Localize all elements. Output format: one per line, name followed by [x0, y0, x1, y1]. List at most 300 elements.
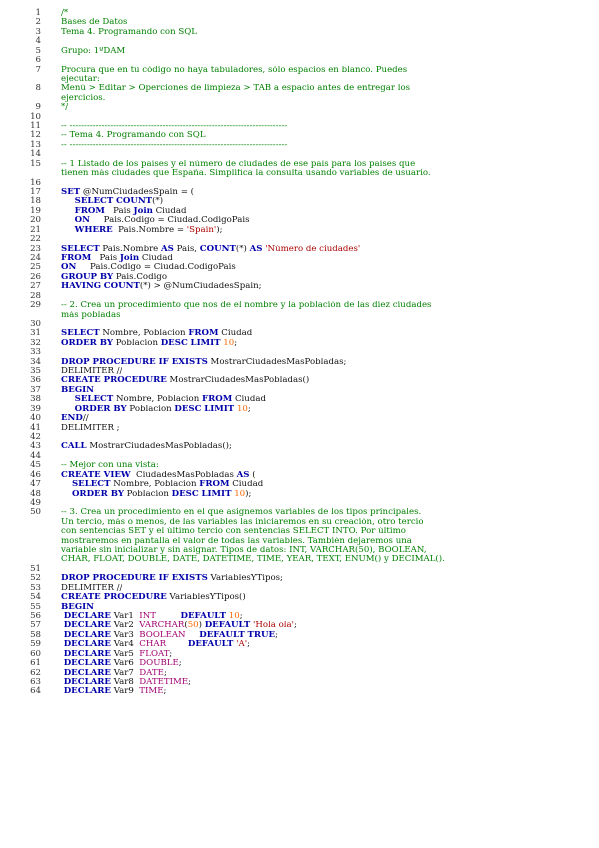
code-token: COUNT: [103, 282, 140, 292]
code-token: Join: [119, 253, 140, 263]
code-line: [0, 150, 599, 159]
code-token: DATETIME: [139, 677, 189, 687]
line-number: 19: [30, 205, 41, 216]
code-line: [0, 433, 599, 442]
code-line: [0, 631, 599, 640]
line-number: 26: [30, 271, 41, 282]
code-token: SELECT: [61, 329, 100, 339]
code-text: [41, 263, 236, 272]
code-line: [0, 169, 599, 178]
code-token: Var9: [110, 687, 140, 697]
code-line: [0, 235, 599, 244]
code-token: AS: [236, 470, 250, 480]
line-number: [0, 537, 41, 546]
code-text: [41, 282, 262, 291]
code-token: DEFAULT: [180, 612, 227, 621]
code-text: [41, 28, 197, 37]
code-text: [41, 593, 246, 602]
code-text: [41, 367, 122, 376]
code-text: [41, 508, 421, 517]
code-token: ORDER BY: [71, 489, 124, 499]
code-token: SELECT: [61, 244, 100, 254]
code-text: [41, 424, 120, 433]
code-token: Un tercio, más o menos, de las variables las iniciaremos en su creación, otro tercio: [61, 517, 424, 527]
code-text: [41, 452, 61, 461]
code-line: [0, 207, 599, 216]
code-token: ON: [61, 263, 77, 273]
code-line: [0, 28, 599, 37]
code-text: [41, 499, 61, 508]
code-line: [0, 329, 599, 338]
code-token: Ciudad: [232, 395, 266, 405]
code-token: [61, 490, 72, 499]
code-token: CALL: [61, 442, 87, 452]
code-line: [0, 216, 599, 225]
code-token: mostraremos en pantalla el valor de todas las variables. También dejaremos una: [61, 536, 412, 546]
code-line: [0, 376, 599, 385]
code-token: Pais.Nombre: [99, 244, 162, 254]
line-number: 61: [30, 658, 41, 669]
code-token: Pais: [104, 206, 134, 216]
code-line: [0, 320, 599, 329]
code-line: [0, 311, 599, 320]
code-line: [0, 18, 599, 27]
code-text: [41, 131, 206, 140]
line-number: 35: [30, 366, 41, 377]
code-line: [0, 47, 599, 56]
code-token: Pais.Codigo = Ciudad.CodigoPais: [76, 263, 236, 273]
code-token: -- ---------------------------------------------------------------------------: [61, 122, 288, 132]
code-token: LIMIT: [190, 338, 221, 348]
code-token: SELECT: [71, 480, 111, 490]
code-line: [0, 565, 599, 574]
code-token: COUNT: [116, 197, 153, 207]
code-token: 10: [228, 612, 240, 621]
line-number: 43: [30, 441, 41, 452]
code-line: [0, 84, 599, 93]
code-text: [41, 376, 309, 385]
code-text: [41, 395, 266, 404]
code-line: [0, 301, 599, 310]
code-token: GROUP BY: [61, 272, 114, 282]
code-text: [41, 339, 237, 348]
code-token: Pais.Nombre =: [112, 225, 187, 235]
line-number: 33: [30, 347, 41, 358]
code-token: Nombre, Poblacion: [113, 395, 202, 405]
code-token: Pais,: [173, 244, 200, 254]
code-token: MostrarCiudadesMasPobladas();: [86, 442, 232, 452]
code-line: [0, 687, 599, 696]
code-line: [0, 414, 599, 423]
code-token: TRUE: [247, 630, 276, 640]
code-token: Poblacion: [113, 338, 161, 348]
code-text: [41, 518, 424, 527]
code-token: Ciudad: [152, 206, 187, 216]
line-number: 22: [30, 234, 41, 245]
code-token: DECLARE: [63, 659, 111, 669]
code-text: [41, 169, 431, 178]
code-line: [0, 292, 599, 301]
code-line: [0, 669, 599, 678]
code-text: [41, 47, 125, 56]
code-token: DELIMITER //: [61, 367, 123, 377]
line-number: 14: [30, 149, 41, 160]
code-text: [41, 461, 159, 470]
code-token: 10: [236, 404, 248, 414]
code-token: Bases de Datos: [61, 18, 128, 28]
code-token: [61, 226, 75, 235]
code-token: AS: [161, 244, 174, 254]
code-text: [41, 678, 191, 687]
code-text: [41, 490, 251, 499]
code-token: INT: [139, 612, 156, 621]
line-number: 7: [35, 64, 41, 75]
line-number: 4: [35, 36, 41, 47]
code-token: ;: [178, 659, 182, 669]
code-line: [0, 103, 599, 112]
code-token: [166, 640, 188, 649]
code-text: [41, 9, 68, 18]
line-number: 37: [30, 384, 41, 395]
line-number: 62: [30, 667, 41, 678]
code-text: [41, 226, 223, 235]
code-token: 10: [234, 489, 246, 499]
code-token: VARCHAR: [139, 621, 185, 631]
code-token: ORDER BY: [74, 404, 127, 414]
code-text: [41, 113, 61, 122]
code-line: [0, 499, 599, 508]
line-number: 52: [30, 573, 41, 584]
code-line: [0, 122, 599, 131]
code-token: 'Hola ola': [252, 621, 295, 631]
code-line: [0, 245, 599, 254]
line-number: 29: [30, 300, 41, 311]
code-token: Var5: [110, 649, 140, 659]
code-line: [0, 471, 599, 480]
code-line: [0, 141, 599, 150]
code-token: DROP PROCEDURE IF EXISTS: [61, 357, 208, 367]
code-text: [41, 471, 256, 480]
code-line: [0, 678, 599, 687]
code-text: [41, 405, 251, 414]
line-number: 46: [30, 469, 41, 480]
code-token: Pais: [91, 253, 120, 263]
code-token: ;: [239, 612, 243, 621]
code-token: [61, 480, 72, 489]
line-number: 21: [30, 224, 41, 235]
code-line: [0, 518, 599, 527]
code-token: DESC: [160, 338, 188, 348]
code-token: Var4: [110, 640, 140, 650]
code-text: [41, 150, 61, 159]
line-number: 60: [30, 648, 41, 659]
code-text: [41, 640, 250, 649]
code-token: Var6: [110, 659, 140, 669]
code-line: [0, 452, 599, 461]
code-token: DECLARE: [63, 677, 111, 687]
code-line: [0, 650, 599, 659]
code-token: (*): [235, 244, 250, 254]
code-text: [41, 207, 187, 216]
code-text: [41, 669, 167, 678]
code-token: Procura que en tu código no haya tabuladores, sólo espacios en blanco. Puedes: [61, 65, 408, 75]
line-number: 48: [30, 488, 41, 499]
code-token: BEGIN: [61, 602, 95, 612]
code-token: (*): [152, 197, 164, 207]
code-token: BEGIN: [61, 385, 95, 395]
code-line: [0, 367, 599, 376]
code-text: [41, 348, 61, 357]
code-text: [41, 584, 122, 593]
code-token: */: [61, 103, 69, 113]
line-number: 28: [30, 290, 41, 301]
code-line: [0, 603, 599, 612]
line-number: 64: [30, 686, 41, 697]
line-number: 41: [30, 422, 41, 433]
code-token: ;: [163, 687, 167, 697]
line-number: 10: [30, 111, 41, 122]
code-line: [0, 254, 599, 263]
code-text: [41, 442, 232, 451]
code-token: HAVING: [61, 282, 102, 292]
code-token: BOOLEAN: [139, 630, 186, 640]
code-token: tienen más ciudades que España. Simplifica la consulta usando variables de usuario.: [61, 169, 431, 179]
code-token: Var8: [110, 677, 140, 687]
line-number: 15: [30, 158, 41, 169]
code-editor[interactable]: [0, 9, 599, 697]
code-text: [41, 631, 278, 640]
code-token: [186, 631, 200, 640]
code-token: ;: [163, 668, 167, 678]
code-text: [41, 659, 182, 668]
line-number: 57: [30, 620, 41, 631]
line-number: 20: [30, 215, 41, 226]
code-token: /*: [61, 9, 69, 18]
code-line: [0, 593, 599, 602]
line-number: 34: [30, 356, 41, 367]
code-line: [0, 226, 599, 235]
code-line: [0, 490, 599, 499]
code-token: FROM: [61, 253, 92, 263]
code-text: [41, 197, 163, 206]
code-token: END: [61, 414, 83, 424]
code-line: [0, 66, 599, 75]
code-token: 'Número de ciudades': [265, 244, 361, 254]
code-token: [156, 612, 181, 621]
code-line: [0, 348, 599, 357]
code-token: 'Spain': [186, 225, 217, 235]
line-number: 36: [30, 375, 41, 386]
code-text: [41, 179, 61, 188]
code-text: [41, 84, 410, 93]
code-token: FROM: [188, 329, 219, 339]
code-token: Var2: [110, 621, 140, 631]
code-token: Ciudad: [139, 253, 173, 263]
code-token: Var1: [110, 612, 140, 621]
code-text: [41, 103, 68, 112]
code-text: [41, 650, 172, 659]
code-token: VariablesYTipos(): [166, 593, 246, 603]
code-token: [61, 216, 75, 225]
code-token: DECLARE: [63, 649, 111, 659]
code-token: ON: [74, 216, 91, 226]
code-line: [0, 263, 599, 272]
code-token: (: [249, 470, 256, 480]
line-number: [0, 518, 41, 527]
code-token: Tema 4. Programando con SQL: [61, 27, 197, 37]
code-token: FROM: [199, 480, 230, 490]
code-token: );: [216, 225, 223, 235]
code-text: [41, 612, 243, 621]
code-line: [0, 94, 599, 103]
line-number: 11: [30, 121, 41, 132]
line-number: 56: [30, 611, 41, 621]
code-token: Join: [133, 206, 153, 216]
code-text: [41, 254, 173, 263]
code-token: CiudadesMasPobladas: [130, 470, 237, 480]
code-text: [41, 358, 346, 367]
line-number: 54: [30, 592, 41, 603]
line-number: 12: [30, 130, 41, 141]
code-text: [41, 320, 61, 329]
code-text: [41, 94, 105, 103]
code-text: [41, 216, 250, 225]
code-token: AS: [249, 244, 263, 254]
code-token: [61, 395, 75, 404]
line-number: 55: [30, 601, 41, 612]
code-line: [0, 358, 599, 367]
code-token: -- 2. Crea un procedimiento que nos de el nombre y la población de las diez ciudades: [61, 301, 432, 311]
code-token: DEFAULT: [187, 640, 234, 650]
line-number: 13: [30, 139, 41, 150]
code-token: DECLARE: [63, 621, 111, 631]
code-text: [41, 386, 94, 395]
code-token: LIMIT: [204, 404, 235, 414]
code-token: Pais.Codigo = Ciudad.CodigoPais: [90, 216, 250, 226]
code-line: [0, 546, 599, 555]
code-token: (*) > @NumCiudadesSpain;: [139, 282, 262, 292]
code-line: [0, 37, 599, 46]
code-line: [0, 574, 599, 583]
code-token: MostrarCiudadesMasPobladas(): [166, 376, 310, 386]
code-line: [0, 75, 599, 84]
line-number: 24: [30, 252, 41, 263]
code-token: -- Tema 4. Programando con SQL: [61, 131, 206, 141]
line-number: 18: [30, 196, 41, 207]
code-text: [41, 311, 121, 320]
code-token: -- 3. Crea un procedimiento en el que asignemos variables de los tipos principales.: [61, 508, 422, 518]
code-line: [0, 537, 599, 546]
code-line: [0, 442, 599, 451]
code-text: [41, 66, 407, 75]
code-text: [41, 480, 263, 489]
code-token: ): [198, 621, 205, 631]
code-token: FROM: [74, 206, 105, 216]
code-line: [0, 197, 599, 206]
line-number: 59: [30, 639, 41, 650]
line-number: 9: [35, 102, 41, 113]
code-token: @NumCiudadesSpain = (: [80, 188, 194, 198]
code-token: DATE: [139, 668, 164, 678]
code-token: [61, 197, 75, 206]
code-token: DEFAULT: [199, 630, 245, 640]
line-number: 16: [30, 177, 41, 188]
code-token: Poblacion: [126, 404, 175, 414]
code-token: CHAR: [139, 640, 167, 650]
line-number: 47: [30, 479, 41, 490]
code-token: Ciudad: [229, 480, 264, 490]
code-text: [41, 160, 415, 169]
code-token: variable sin inicializar y sin asignar. Tipos de datos: INT, VARCHAR(50), BOOLEAN,: [61, 546, 427, 556]
code-token: ;: [247, 404, 251, 414]
code-text: [41, 574, 283, 583]
code-line: [0, 461, 599, 470]
line-number: 8: [35, 83, 41, 94]
code-token: DEFAULT: [204, 621, 251, 631]
code-token: Grupo: 1ºDAM: [61, 46, 126, 56]
code-token: SELECT: [74, 395, 114, 405]
line-number: 53: [30, 582, 41, 593]
code-token: FROM: [201, 395, 233, 405]
code-token: DECLARE: [63, 630, 111, 640]
code-line: [0, 659, 599, 668]
code-line: [0, 508, 599, 517]
code-token: DECLARE: [63, 687, 111, 697]
line-number: 39: [30, 403, 41, 414]
code-token: con sentencias SET y el último tercio con sentencias SELECT INTO. Por último: [61, 527, 406, 537]
code-token: LIMIT: [201, 489, 232, 499]
code-token: DESC: [174, 404, 202, 414]
line-number: 3: [35, 26, 41, 37]
code-token: CHAR, FLOAT, DOUBLE, DATE, DATETIME, TIME, YEAR, TEXT, ENUM() y DECIMAL().: [61, 555, 445, 565]
code-line: [0, 386, 599, 395]
line-number: [0, 94, 41, 103]
code-text: [41, 603, 94, 612]
line-number: 49: [30, 497, 41, 508]
code-line: [0, 621, 599, 630]
code-text: [41, 329, 252, 338]
code-token: DECLARE: [63, 612, 111, 621]
line-number: 6: [35, 55, 41, 66]
line-number: 25: [30, 262, 41, 273]
code-token: );: [245, 489, 252, 499]
code-line: [0, 395, 599, 404]
code-token: VariablesYTipos;: [207, 574, 283, 584]
code-text: [41, 18, 127, 27]
code-text: [41, 414, 89, 423]
code-text: [41, 546, 427, 555]
code-token: //: [82, 414, 89, 424]
code-text: [41, 188, 194, 197]
line-number: 27: [30, 281, 41, 292]
code-token: Var7: [110, 668, 140, 678]
code-token: [61, 405, 75, 414]
code-line: [0, 584, 599, 593]
line-number: 5: [35, 45, 41, 56]
code-token: CREATE PROCEDURE: [61, 593, 167, 603]
code-line: [0, 527, 599, 536]
code-token: Nombre, Poblacion: [110, 480, 200, 490]
code-line: [0, 131, 599, 140]
code-line: [0, 179, 599, 188]
code-token: -- ---------------------------------------------------------------------------: [61, 140, 288, 150]
line-number: 40: [30, 413, 41, 424]
line-number: 45: [30, 460, 41, 471]
code-token: ;: [247, 640, 250, 650]
code-text: [41, 433, 61, 442]
code-token: DECLARE: [63, 640, 111, 650]
code-text: [41, 75, 100, 84]
